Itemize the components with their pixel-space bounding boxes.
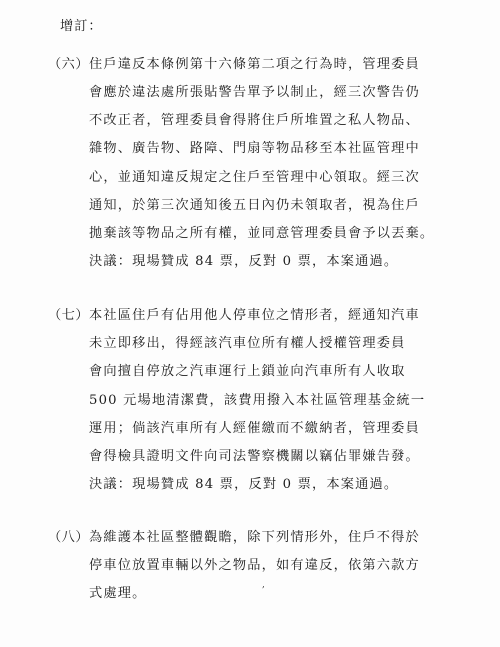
section-7-line: 會向擅自停放之汽車運行上鎖並向汽車所有人收取 [89, 364, 406, 379]
page-heading: 增訂： [60, 19, 103, 34]
section-7-line: 運用；倘該汽車所有人經催繳而不繳納者，管理委員 [89, 421, 420, 436]
section-6-line: 雜物、廣告物、路障、門扇等物品移至本社區管理中 [89, 141, 420, 156]
section-6-resolution: 決議：現場贊成 84 票，反對 0 票，本案通過。 [89, 254, 399, 269]
section-8-line: 式處理。 [89, 586, 147, 601]
section-6-label: （六） [48, 57, 90, 72]
section-6-line: 不改正者，管理委員會得將住戶所堆置之私人物品、 [89, 113, 420, 128]
section-8-line: 停車位放置車輛以外之物品，如有違反，依第六款方 [89, 558, 420, 573]
section-8-line: 為維護本社區整體觀瞻，除下列情形外，住戶不得於 [89, 530, 420, 545]
section-7-line: 會得檢具證明文件向司法警察機關以竊佔罪嫌告發。 [89, 449, 420, 464]
stray-mark: , [262, 580, 265, 590]
section-6-line: 通知，於第三次通知後五日內仍未領取者，視為住戶 [89, 198, 420, 213]
section-7-line: 未立即移出，得經該汽車位所有權人授權管理委員 [89, 336, 406, 351]
section-7-resolution: 決議：現場贊成 84 票，反對 0 票，本案通過。 [89, 477, 399, 492]
section-6-line: 會應於違法處所張貼警告單予以制止，經三次警告仍 [89, 85, 420, 100]
section-6-line: 住戶違反本條例第十六條第二項之行為時，管理委員 [89, 57, 420, 72]
section-8-label: （八） [48, 530, 90, 545]
section-7-line: 本社區住戶有佔用他人停車位之情形者，經通知汽車 [89, 308, 420, 323]
section-6-line: 心，並通知違反規定之住戶至管理中心領取。經三次 [89, 170, 420, 185]
section-7-line: 500 元場地清潔費，該費用撥入本社區管理基金統一 [89, 393, 426, 408]
section-7-label: （七） [48, 308, 90, 323]
section-6-line: 拋棄該等物品之所有權，並同意管理委員會予以丟棄。 [89, 226, 435, 241]
